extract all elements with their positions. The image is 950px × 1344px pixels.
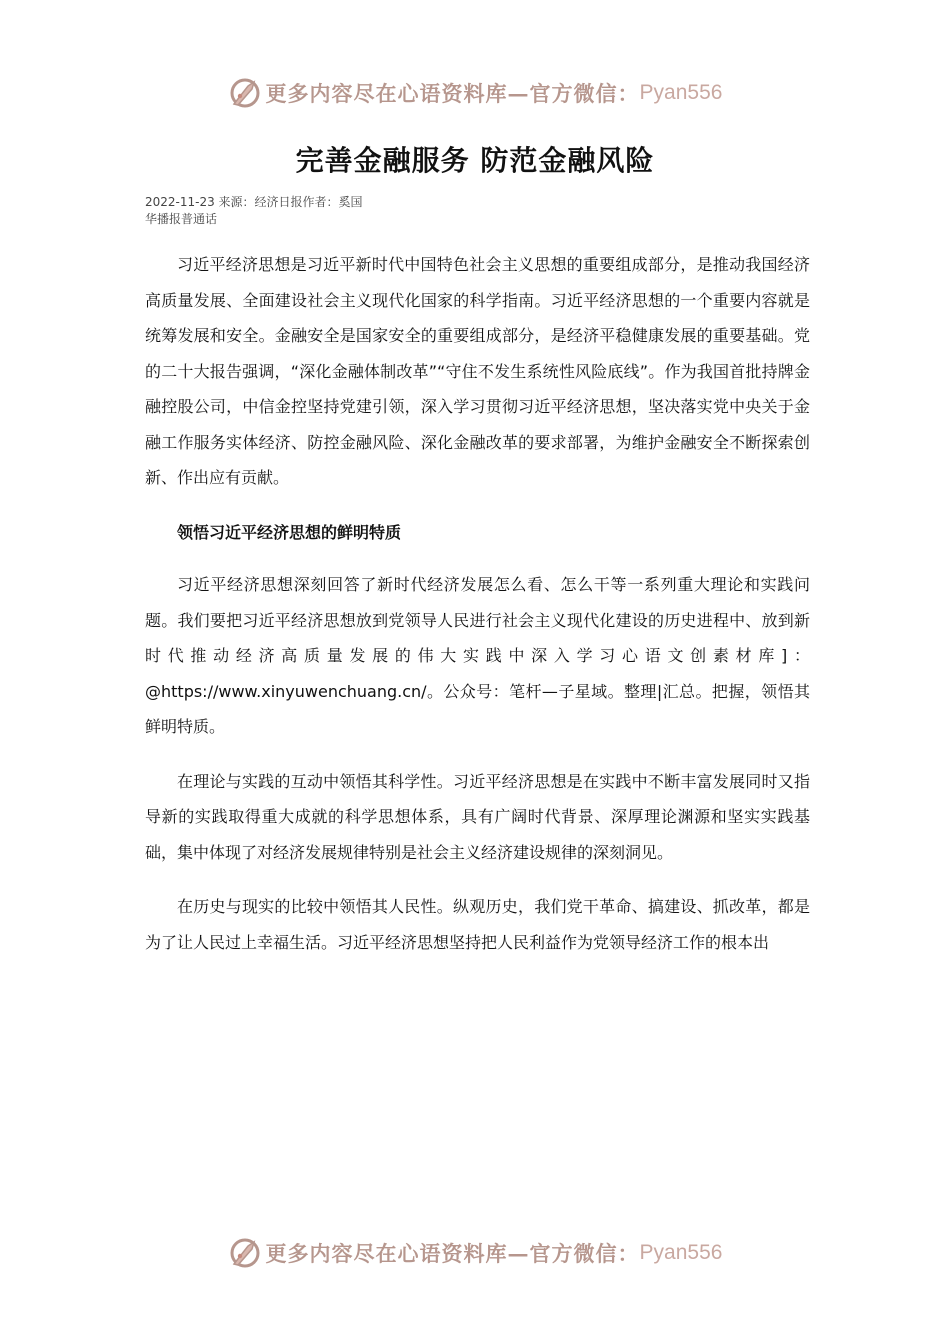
paragraph: 习近平经济思想是习近平新时代中国特色社会主义思想的重要组成部分，是推动我国经济高质量发展、全面建设社会主义现代化国家的科学指南。习近平经济思想的一个重要内容就是统筹发展和安全。金融安全是国家安全的重要组成部分，是经济平稳健康发展的重要基础。党的二十大报告强调，“深化金融体制改革”“守住不发生系统性风险底线”。作为我国首批持牌金融控股公司，中信金控坚持党建引领，深入学习贯彻习近平经济思想，坚决落实党中央关于金融工作服务实体经济、防控金融风险、深化金融改革的要求部署，为维护金融安全不断探索创新、作出应有贡献。 — [145, 255, 810, 487]
meta-audio-label: 华播报普通话 — [145, 212, 218, 226]
paragraph: 在历史与现实的比较中领悟其人民性。纵观历史，我们党干革命、搞建设、抓改革，都是为了让人民过上幸福生活。习近平经济思想坚持把人民利益作为党领导经济工作的根本出 — [145, 897, 810, 952]
banner-separator: — — [507, 80, 530, 106]
banner-separator: — — [507, 1240, 530, 1266]
banner-account: Pyan556 — [639, 81, 723, 104]
article-body — [145, 247, 810, 979]
banner-wechat-label: 官方微信： — [529, 1241, 640, 1266]
banner-wechat-label: 官方微信： — [529, 81, 640, 106]
banner-slogan: 更多内容尽在心语资料库 — [265, 1241, 508, 1266]
banner-slogan: 更多内容尽在心语资料库 — [265, 81, 508, 106]
page-title: 完善金融服务 防范金融风险 — [295, 144, 655, 177]
banner-account: Pyan556 — [639, 1241, 723, 1264]
section-heading: 领悟习近平经济思想的鲜明特质 — [177, 522, 402, 542]
meta-date-source: 2022-11-23 来源：经济日报作者：奚国 — [145, 195, 363, 209]
quill-pen-logo-icon — [228, 76, 262, 110]
header-watermark-banner — [0, 73, 950, 113]
footer-watermark-banner — [0, 1233, 950, 1273]
quill-pen-logo-icon — [228, 1236, 262, 1270]
paragraph: 在理论与实践的互动中领悟其科学性。习近平经济思想是在实践中不断丰富发展同时又指导新的实践取得重大成就的科学思想体系，具有广阔时代背景、深厚理论渊源和坚实实践基础，集中体现了对经济发展规律特别是社会主义经济建设规律的深刻洞见。 — [145, 771, 810, 862]
article-meta — [145, 194, 363, 228]
paragraph: 习近平经济思想深刻回答了新时代经济发展怎么看、怎么干等一系列重大理论和实践问题。我们要把习近平经济思想放到党领导人民进行社会主义现代化建设的历史进程中、放到新时代推动经济高质量发展的伟大实践中深入学习心语文创素材库]：@https://www.xinyuwenchuang.cn/。公众号：笔杆—子星域。整理|汇总。把握，领悟其鲜明特质。 — [145, 575, 810, 736]
